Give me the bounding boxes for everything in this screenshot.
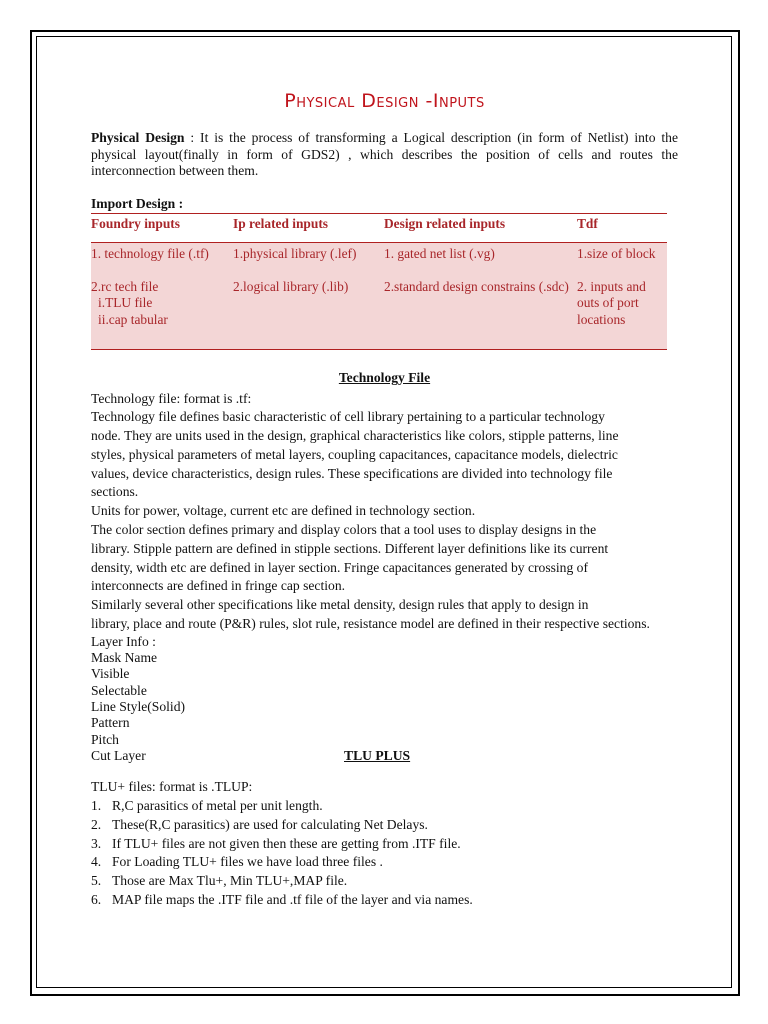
text-line: Units for power, voltage, current etc are defined in technology section. <box>91 503 476 519</box>
text-line: library, place and route (P&R) rules, slot rule, resistance model are defined in their respective sections. <box>91 616 650 632</box>
document-body <box>91 90 678 910</box>
table-cell: 1. technology file (.tf) <box>91 242 233 279</box>
inputs-table <box>91 213 667 350</box>
layer-info-line: Pitch <box>91 731 119 747</box>
column-header: Tdf <box>577 213 667 242</box>
text-line: The color section defines primary and display colors that a tool uses to display designs in the <box>91 522 597 538</box>
list-item: 4. For Loading TLU+ files we have load three files . <box>91 854 383 870</box>
list-item: 3. If TLU+ files are not given then these are getting from .ITF file. <box>91 835 461 851</box>
table-cell: 2.logical library (.lib) <box>233 279 384 350</box>
layer-info-line: Pattern <box>91 715 130 731</box>
layer-info-line: Line Style(Solid) <box>91 699 186 715</box>
layer-info-line: Selectable <box>91 682 147 698</box>
text-line: values, device characteristics, design rules. These specifications are divided into technology file <box>91 465 613 481</box>
tlu-plus-heading: TLU PLUS <box>344 747 411 763</box>
table-row <box>91 242 667 279</box>
list-item: 1. R,C parasitics of metal per unit length. <box>91 798 323 814</box>
text-line: library. Stipple pattern are defined in stipple sections. Different layer definitions like its current <box>91 540 609 556</box>
layer-info-line: Mask Name <box>91 650 158 666</box>
list-item: 2. These(R,C parasitics) are used for calculating Net Delays. <box>91 816 428 832</box>
text-line: Technology file defines basic characteristic of cell library pertaining to a particular technology <box>91 409 605 425</box>
table-cell: 1.physical library (.lef) <box>233 242 384 279</box>
table-cell: 1. gated net list (.vg) <box>384 242 577 279</box>
table-row <box>91 279 667 350</box>
tlu-list <box>91 797 678 910</box>
cell-line: ii.cap tabular <box>98 311 168 327</box>
layer-info-list <box>91 634 678 764</box>
table-header-row <box>91 213 667 242</box>
text-line: styles, physical parameters of metal layers, coupling capacitances, capacitance models, dielectric <box>91 446 618 462</box>
table-cell: 1.size of block <box>577 242 667 279</box>
text-line: Similarly several other specifications like metal density, design rules that apply to design in <box>91 597 589 613</box>
tlu-format-line: TLU+ files: format is .TLUP: <box>91 779 253 795</box>
text-line: node. They are units used in the design, graphical characteristics like colors, stipple patterns, line <box>91 428 619 444</box>
text-line: Technology file: format is .tf: <box>91 390 252 406</box>
cell-line: 2.rc tech file <box>91 278 159 294</box>
layer-info-line: Layer Info : <box>91 633 156 649</box>
column-header: Design related inputs <box>384 213 577 242</box>
table-cell <box>91 279 233 350</box>
import-design-heading: Import Design : <box>91 195 184 211</box>
table-cell: 2. inputs and outs of port locations <box>577 279 667 350</box>
column-header: Ip related inputs <box>233 213 384 242</box>
text-line: interconnects are defined in fringe cap section. <box>91 578 346 594</box>
text-line: density, width etc are defined in layer section. Fringe capacitances generated by crossing of <box>91 559 588 575</box>
layer-info-line: Cut Layer <box>91 747 146 763</box>
layer-info-line: Visible <box>91 666 130 682</box>
page-title: Physical Design -Inputs <box>284 90 485 112</box>
technology-file-heading: Technology File <box>338 369 431 385</box>
text-line: sections. <box>91 484 139 500</box>
technology-file-text <box>91 390 678 634</box>
column-header: Foundry inputs <box>91 213 233 242</box>
list-item: 6. MAP file maps the .ITF file and .tf file of the layer and via names. <box>91 892 473 908</box>
table-cell: 2.standard design constrains (.sdc) <box>384 279 577 350</box>
intro-term: Physical Design <box>91 130 185 145</box>
intro-paragraph <box>91 130 678 180</box>
intro-text: : It is the process of transforming a Logical description (in form of Netlist) into the physical layout(finally in form of GDS2) , which describes the position of cells and routes the interconnection between them. <box>91 130 678 178</box>
cell-line: i.TLU file <box>98 295 153 310</box>
list-item: 5. Those are Max Tlu+, Min TLU+,MAP file. <box>91 873 348 889</box>
